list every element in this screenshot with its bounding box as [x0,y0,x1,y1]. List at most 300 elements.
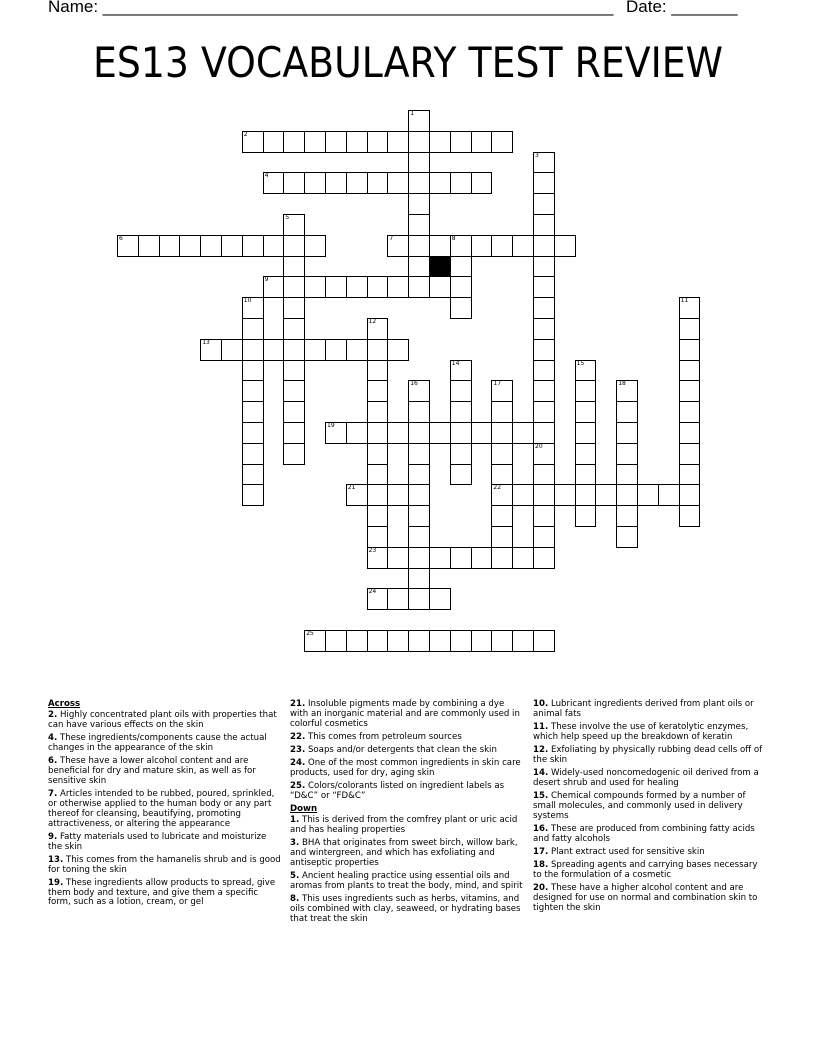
grid-cell[interactable] [429,235,451,257]
grid-cell[interactable] [408,588,430,610]
grid-cell[interactable] [533,547,555,569]
grid-cell[interactable] [575,360,597,382]
grid-cell[interactable] [325,422,347,444]
clue-item [48,879,282,909]
clue-item-number: 3. [290,838,300,848]
grid-cell[interactable] [450,131,472,153]
grid-cell[interactable] [408,401,430,423]
grid-cell[interactable] [429,172,451,194]
grid-cell[interactable] [575,401,597,423]
grid-cell[interactable] [367,131,389,153]
grid-cell[interactable] [679,380,701,402]
grid-cell[interactable] [408,568,430,590]
grid-cell[interactable] [575,443,597,465]
clue-number: 16 [410,380,418,388]
clue-item-text: Exfoliating by physically rubbing dead cells off of the skin [533,745,763,765]
grid-cell[interactable] [263,131,285,153]
grid-cell[interactable] [408,422,430,444]
grid-cell[interactable] [159,235,181,257]
across-heading: Across [48,699,81,709]
clue-number: 3 [535,151,539,159]
grid-cell[interactable] [679,360,701,382]
grid-cell[interactable] [679,443,701,465]
grid-cell[interactable] [138,235,160,257]
grid-cell[interactable] [408,131,430,153]
grid-cell[interactable] [491,422,513,444]
grid-cell[interactable] [346,484,368,506]
grid-cell[interactable] [533,360,555,382]
grid-cell[interactable] [346,339,368,361]
clue-number: 23 [368,546,377,554]
grid-cell[interactable] [283,360,305,382]
clue-item [48,734,282,754]
grid-cell[interactable] [242,339,264,361]
grid-cell[interactable] [367,443,389,465]
grid-cell[interactable] [242,131,264,153]
grid-cell[interactable] [491,630,513,652]
grid-cell[interactable] [679,297,701,319]
grid-cell[interactable] [346,131,368,153]
grid-cell[interactable] [533,443,555,465]
grid-cell[interactable] [242,380,264,402]
grid-cell[interactable] [387,131,409,153]
grid-cell[interactable] [450,464,472,486]
clue-item-text: Lubricant ingredients derived from plant oils or animal fats [533,699,754,719]
grid-cell[interactable] [512,422,534,444]
grid-cell[interactable] [533,526,555,548]
grid-cell[interactable] [616,401,638,423]
clue-item [48,790,282,830]
grid-cell[interactable] [554,235,576,257]
grid-cell[interactable] [533,172,555,194]
clue-item-number: 21. [290,699,306,709]
clue-item-text: This comes from petroleum sources [305,731,462,742]
grid-cell[interactable] [575,464,597,486]
grid-cell[interactable] [242,297,264,319]
grid-cell[interactable] [450,172,472,194]
grid-cell[interactable] [512,630,534,652]
grid-cell[interactable] [616,380,638,402]
grid-cell[interactable] [283,214,305,236]
clue-item-text: BHA that originates from sweet birch, willow bark, and wintergreen, and which has exfoliating and antiseptic properties [290,838,518,868]
clue-item [533,848,767,858]
grid-cell[interactable] [242,464,264,486]
clue-item-number: 19. [48,877,64,888]
grid-cell[interactable] [512,235,534,257]
grid-cell[interactable] [367,380,389,402]
grid-cell[interactable] [367,484,389,506]
grid-cell[interactable] [450,380,472,402]
grid-cell[interactable] [533,505,555,527]
grid-cell[interactable] [491,131,513,153]
grid-cell[interactable] [367,339,389,361]
grid-cell[interactable] [283,256,305,278]
clue-number: 12 [368,318,377,325]
clue-number: 19 [327,422,335,429]
grid-cell[interactable] [387,339,409,361]
grid-cell[interactable] [387,422,409,444]
grid-cell[interactable] [408,256,430,278]
clue-item [48,711,282,731]
clue-number: 9 [264,276,269,284]
clue-number: 15 [576,359,585,367]
grid-cell[interactable] [263,276,285,298]
grid-cell[interactable] [471,172,493,194]
grid-cell[interactable] [533,276,555,298]
clue-item-text: Plant extract used for sensitive skin [548,846,705,857]
grid-cell[interactable] [679,505,701,527]
clue-number: 11 [680,297,689,305]
clue-number: 8 [451,234,456,242]
grid-cell[interactable] [616,484,638,506]
grid-cell[interactable] [429,547,451,569]
grid-cell[interactable] [616,464,638,486]
grid-cell[interactable] [679,339,701,361]
grid-cell[interactable] [491,526,513,548]
clues-column-3 [533,700,767,917]
black-cell [429,256,450,277]
grid-cell[interactable] [367,360,389,382]
grid-cell[interactable] [283,401,305,423]
clue-item [290,733,524,743]
clue-item-text: Fatty materials used to lubricate and moisturize the skin [48,831,267,852]
grid-cell[interactable] [408,484,430,506]
grid-cell[interactable] [283,443,305,465]
grid-cell[interactable] [283,339,305,361]
clue-item-text: This is derived from the comfrey plant or uric acid and has healing properties [290,815,518,835]
grid-cell[interactable] [346,276,368,298]
clue-number: 10 [243,297,252,305]
grid-cell[interactable] [408,235,430,257]
grid-cell[interactable] [325,276,347,298]
clue-item-number: 13. [48,854,64,865]
grid-cell[interactable] [263,172,285,194]
grid-cell[interactable] [471,422,493,444]
grid-cell[interactable] [491,443,513,465]
clue-item-number: 6. [48,755,58,766]
grid-cell[interactable] [367,630,389,652]
grid-cell[interactable] [408,505,430,527]
clue-item-text: One of the most common ingredients in skin care products, used for dry, aging skin [290,758,521,778]
clue-item-number: 8. [290,893,300,904]
grid-cell[interactable] [679,318,701,340]
clue-item-number: 24. [290,758,306,769]
grid-cell[interactable] [179,235,201,257]
grid-cell[interactable] [263,339,285,361]
grid-cell[interactable] [429,630,451,652]
clue-item-text: Insoluble pigments made by combining a dye with an inorganic material and are commonly used in colorful cosmetics [290,699,520,729]
grid-cell[interactable] [387,547,409,569]
across-clues-list [48,711,282,908]
grid-cell[interactable] [491,401,513,423]
grid-cell[interactable] [283,380,305,402]
clue-item-number: 7. [48,788,58,799]
clue-number: 6 [119,234,123,242]
grid-cell[interactable] [533,401,555,423]
clue-item-number: 25. [290,781,306,792]
grid-cell[interactable] [346,172,368,194]
grid-cell[interactable] [367,505,389,527]
grid-cell[interactable] [450,630,472,652]
grid-cell[interactable] [242,484,264,506]
grid-cell[interactable] [450,276,472,298]
clue-item-text: Soaps and/or detergents that clean the skin [305,745,497,755]
grid-cell[interactable] [117,235,139,257]
grid-cell[interactable] [471,547,493,569]
grid-cell[interactable] [533,630,555,652]
clue-item-text: This uses ingredients such as herbs, vitamins, and oils combined with clay, seaweed, or hydrating bases that treat the skin [290,893,521,924]
grid-cell[interactable] [283,422,305,444]
grid-cell[interactable] [616,422,638,444]
clue-item-number: 20. [533,883,549,893]
grid-cell[interactable] [408,380,430,402]
clue-number: 14 [451,359,460,367]
grid-cell[interactable] [325,630,347,652]
grid-cell[interactable] [242,360,264,382]
grid-cell[interactable] [304,131,326,153]
grid-cell[interactable] [450,235,472,257]
grid-cell[interactable] [429,588,451,610]
clue-item-text: Chemical compounds formed by a number of small molecules, and commonly used in delivery systems [533,791,746,821]
grid-cell[interactable] [263,235,285,257]
grid-cell[interactable] [408,193,430,215]
clue-item-number: 4. [48,732,58,743]
grid-cell[interactable] [387,172,409,194]
clue-number: 17 [493,380,502,388]
grid-cell[interactable] [367,588,389,610]
clue-item-text: These have a higher alcohol content and are designed for use on normal and combination skin to tighten the skin [533,883,758,913]
clue-item [290,782,524,802]
grid-cell[interactable] [533,297,555,319]
grid-cell[interactable] [242,235,264,257]
grid-cell[interactable] [367,276,389,298]
grid-cell[interactable] [242,443,264,465]
grid-cell[interactable] [283,276,305,298]
grid-cell[interactable] [533,422,555,444]
grid-cell[interactable] [471,235,493,257]
grid-cell[interactable] [533,380,555,402]
grid-cell[interactable] [491,380,513,402]
grid-cell[interactable] [533,214,555,236]
grid-cell[interactable] [408,214,430,236]
grid-cell[interactable] [325,172,347,194]
grid-cell[interactable] [200,235,222,257]
grid-cell[interactable] [408,276,430,298]
grid-cell[interactable] [221,235,243,257]
clue-number: 7 [389,234,394,242]
grid-cell[interactable] [242,318,264,340]
grid-cell[interactable] [616,526,638,548]
grid-cell[interactable] [408,464,430,486]
grid-cell[interactable] [283,131,305,153]
clue-item-number: 1. [290,815,300,825]
clue-item-number: 23. [290,745,306,755]
clue-item-text: These ingredients allow products to spread, give them body and texture, and give them a specific form, such as a lotion, cream, or gel [48,877,276,908]
grid-cell[interactable] [304,630,326,652]
clues-column-2 [290,700,524,928]
clue-item-text: Ancient healing practice using essential oils and aromas from plants to treat the body, mind, and spirit [290,870,523,891]
clue-item-text: Articles intended to be rubbed, poured, sprinkled, or otherwise applied to the human body or any part thereof for cleansing, beautifying, promoting attractiveness, or altering the appearance [48,788,275,829]
clue-item [533,861,767,881]
grid-cell[interactable] [450,297,472,319]
grid-cell[interactable] [387,235,409,257]
grid-cell[interactable] [679,422,701,444]
grid-cell[interactable] [491,505,513,527]
clue-item-text: Colors/colorants listed on ingredient labels as “D&C” or “FD&C” [290,781,505,801]
grid-cell[interactable] [450,443,472,465]
grid-cell[interactable] [304,172,326,194]
grid-cell[interactable] [554,484,576,506]
clue-item-number: 17. [533,846,549,857]
grid-cell[interactable] [637,484,659,506]
grid-cell[interactable] [533,464,555,486]
grid-cell[interactable] [575,484,597,506]
clue-number: 22 [493,484,502,492]
grid-cell[interactable] [283,172,305,194]
grid-cell[interactable] [533,152,555,174]
clue-number: 20 [535,442,543,450]
clue-number: 18 [618,380,626,388]
grid-cell[interactable] [429,422,451,444]
grid-cell[interactable] [533,193,555,215]
clue-item-text: These ingredients/components cause the actual changes in the appearance of the skin [48,732,267,753]
grid-cell[interactable] [387,484,409,506]
grid-cell[interactable] [429,276,451,298]
grid-cell[interactable] [408,547,430,569]
grid-cell[interactable] [367,422,389,444]
grid-cell[interactable] [450,360,472,382]
grid-cell[interactable] [387,588,409,610]
clue-item-number: 10. [533,699,549,709]
grid-cell[interactable] [616,443,638,465]
clue-item [533,825,767,845]
name-field[interactable]: Name: ______________________________________________________ [48,0,614,16]
clue-item [48,833,282,853]
clue-item-text: These involve the use of keratolytic enzymes, which help speed up the breakdown of keratin [533,722,749,742]
grid-cell[interactable] [533,484,555,506]
grid-cell[interactable] [658,484,680,506]
grid-cell[interactable] [304,235,326,257]
clue-item [533,700,767,720]
grid-cell[interactable] [595,484,617,506]
clue-number: 4 [264,172,269,180]
grid-cell[interactable] [512,547,534,569]
grid-cell[interactable] [367,464,389,486]
grid-cell[interactable] [408,630,430,652]
grid-cell[interactable] [512,484,534,506]
grid-cell[interactable] [429,131,451,153]
grid-cell[interactable] [533,235,555,257]
grid-cell[interactable] [283,297,305,319]
name-date-line [48,0,788,17]
grid-cell[interactable] [367,401,389,423]
grid-cell[interactable] [304,339,326,361]
grid-cell[interactable] [408,443,430,465]
grid-cell[interactable] [325,131,347,153]
grid-cell[interactable] [367,526,389,548]
grid-cell[interactable] [450,401,472,423]
grid-cell[interactable] [471,131,493,153]
clue-item-number: 12. [533,745,549,755]
grid-cell[interactable] [304,276,326,298]
clue-item-text: Spreading agents and carrying bases necessary to the formulation of a cosmetic [533,860,758,880]
grid-cell[interactable] [491,547,513,569]
clue-item [290,839,524,869]
date-field[interactable]: Date: _______ [626,0,738,16]
clue-item [290,872,524,892]
grid-cell[interactable] [367,172,389,194]
grid-cell[interactable] [575,380,597,402]
grid-cell[interactable] [200,339,222,361]
grid-cell[interactable] [533,318,555,340]
clue-number: 25 [306,630,314,637]
grid-cell[interactable] [367,318,389,340]
grid-cell[interactable] [283,318,305,340]
grid-cell[interactable] [471,630,493,652]
clue-item-number: 15. [533,791,549,801]
grid-cell[interactable] [679,401,701,423]
clue-number: 13 [202,338,210,346]
grid-cell[interactable] [575,422,597,444]
grid-cell[interactable] [408,110,430,132]
clue-item-text: These are produced from combining fatty acids and fatty alcohols [533,823,755,844]
grid-cell[interactable] [450,256,472,278]
grid-cell[interactable] [491,464,513,486]
grid-cell[interactable] [367,547,389,569]
grid-cell[interactable] [408,152,430,174]
grid-cell[interactable] [387,276,409,298]
grid-cell[interactable] [242,401,264,423]
clue-item-number: 18. [533,860,549,870]
grid-cell[interactable] [283,235,305,257]
grid-cell[interactable] [679,484,701,506]
grid-cell[interactable] [533,339,555,361]
grid-cell[interactable] [491,484,513,506]
grid-cell[interactable] [533,256,555,278]
grid-cell[interactable] [325,339,347,361]
grid-cell[interactable] [346,422,368,444]
grid-cell[interactable] [450,422,472,444]
grid-cell[interactable] [408,526,430,548]
grid-cell[interactable] [346,630,368,652]
clue-item-number: 11. [533,722,549,732]
clue-item [533,792,767,822]
clue-number: 2 [243,130,248,138]
clue-item-text: This comes from the hamanelis shrub and is good for toning the skin [48,854,281,875]
clue-item [290,746,524,756]
grid-cell[interactable] [242,422,264,444]
grid-cell[interactable] [679,464,701,486]
clue-number: 24 [368,588,377,596]
down-heading: Down [290,804,318,815]
clue-item-number: 22. [290,731,306,742]
clue-item [533,769,767,789]
grid-cell[interactable] [387,630,409,652]
clue-item-number: 2. [48,709,58,720]
clue-number: 1 [410,110,415,117]
grid-cell[interactable] [450,547,472,569]
clue-number: 5 [285,214,290,221]
grid-cell[interactable] [575,505,597,527]
grid-cell[interactable] [491,235,513,257]
grid-cell[interactable] [408,172,430,194]
clue-item [48,856,282,876]
grid-cell[interactable] [221,339,243,361]
clue-item-text: These have a lower alcohol content and are beneficial for dry and mature skin, as well as for sensitive skin [48,755,256,786]
grid-cell[interactable] [616,505,638,527]
clue-item-number: 5. [290,870,300,881]
clue-item-text: Widely-used noncomedogenic oil derived from a desert shrub and used for healing [533,768,759,788]
